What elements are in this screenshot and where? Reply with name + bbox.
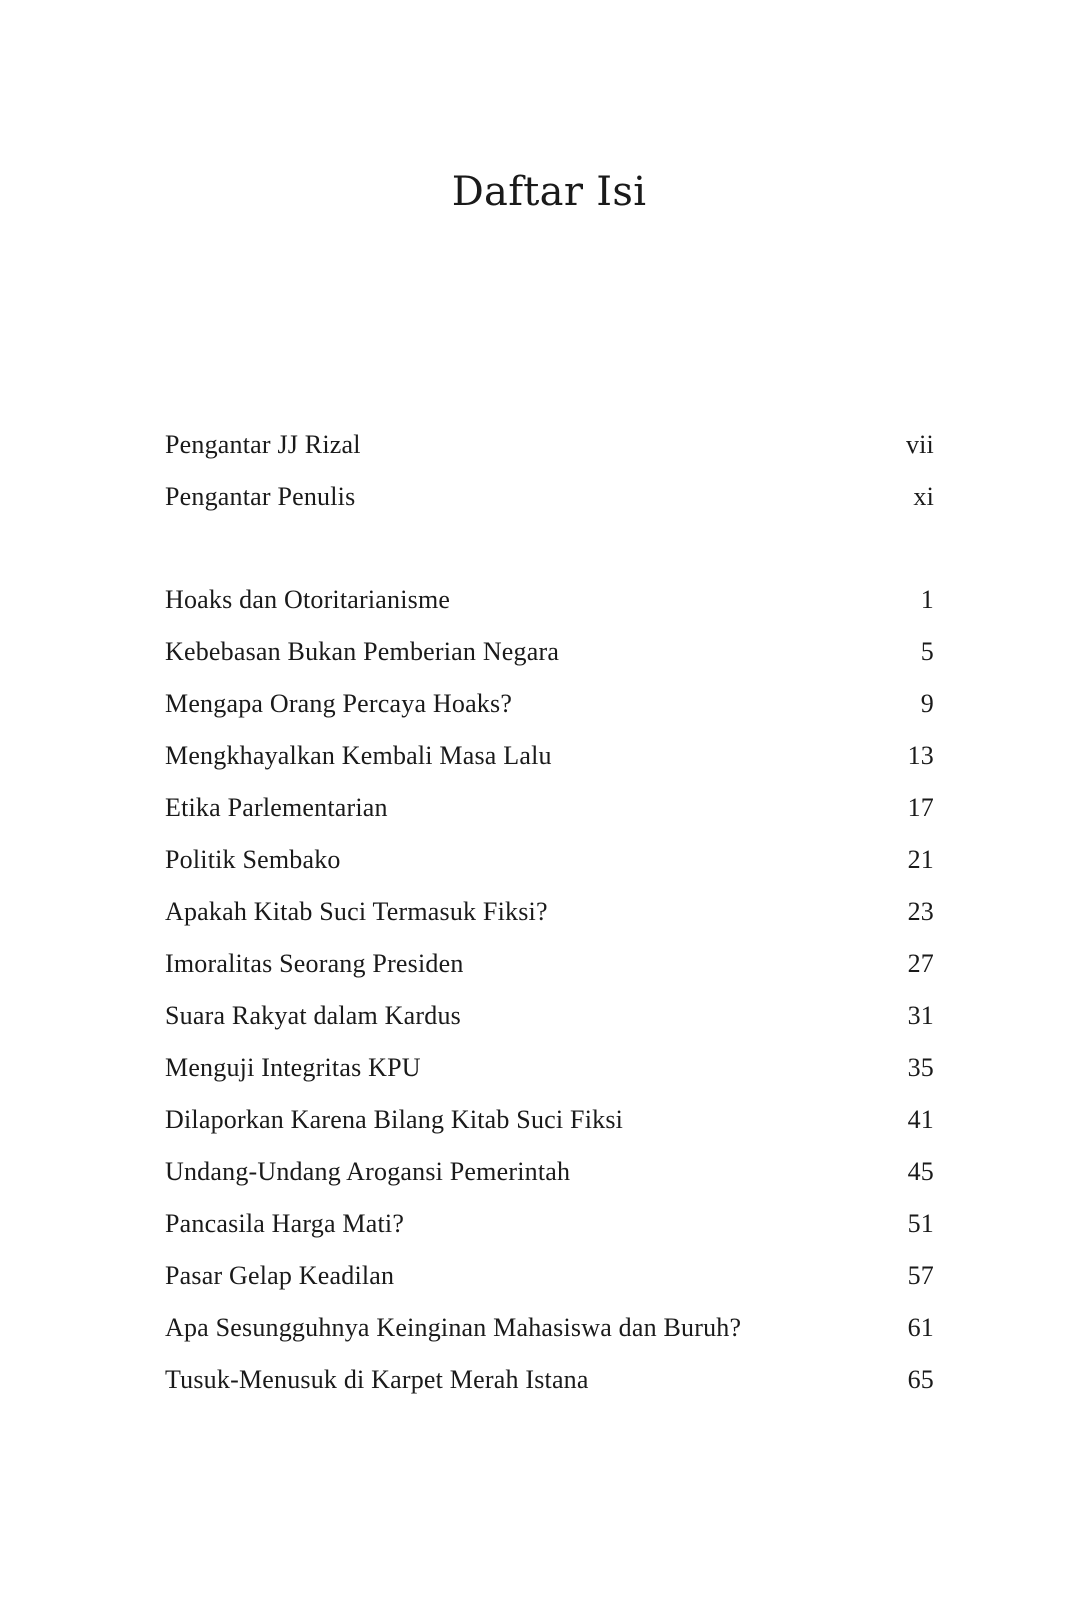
toc-entry[interactable] — [165, 994, 934, 1046]
toc-entry-page: 65 — [907, 1365, 934, 1394]
toc-entry-title: Imoralitas Seorang Presiden — [165, 949, 464, 978]
toc-entry-page: 13 — [907, 741, 934, 770]
toc-entry-title: Dilaporkan Karena Bilang Kitab Suci Fiksi — [165, 1105, 624, 1134]
toc-entry-title: Tusuk-Menusuk di Karpet Merah Istana — [165, 1365, 589, 1394]
toc-entry[interactable] — [165, 786, 934, 838]
toc-entry-page: 41 — [907, 1105, 934, 1134]
toc-entry-page: 57 — [907, 1261, 934, 1290]
toc-entry[interactable] — [165, 734, 934, 786]
page-title: Daftar Isi — [451, 169, 647, 215]
toc-entry-title: Pengantar JJ Rizal — [165, 430, 361, 459]
toc-entry-title: Menguji Integritas KPU — [165, 1053, 421, 1082]
toc-entry[interactable] — [165, 578, 934, 630]
toc-entry[interactable] — [165, 1098, 934, 1150]
toc-entry-page: 1 — [920, 585, 934, 614]
toc-entry-title: Kebebasan Bukan Pemberian Negara — [165, 637, 560, 666]
toc-entry[interactable] — [165, 838, 934, 890]
toc-entry-title: Apakah Kitab Suci Termasuk Fiksi? — [165, 897, 548, 926]
toc-entry-title: Pasar Gelap Keadilan — [165, 1261, 395, 1290]
toc-entry-title: Mengapa Orang Percaya Hoaks? — [165, 689, 513, 718]
toc-entry-page: 23 — [907, 897, 934, 926]
toc-entry-page: 61 — [907, 1313, 934, 1342]
toc-entry-title: Politik Sembako — [165, 845, 341, 874]
toc-entry[interactable] — [165, 942, 934, 994]
toc-entry-page: 27 — [907, 949, 934, 978]
toc-entry-page: 9 — [920, 689, 934, 718]
toc-entry[interactable] — [165, 1306, 934, 1358]
toc-entry-page: xi — [913, 482, 934, 511]
toc-entry-page: 35 — [907, 1053, 934, 1082]
toc-entry-title: Etika Parlementarian — [165, 793, 388, 822]
toc-entry[interactable] — [165, 1254, 934, 1306]
toc-entry-page: 51 — [907, 1209, 934, 1238]
toc-entry[interactable] — [165, 890, 934, 942]
toc-entry-title: Hoaks dan Otoritarianisme — [165, 585, 451, 614]
toc-entry-page: 31 — [907, 1001, 934, 1030]
toc-entry[interactable] — [165, 630, 934, 682]
toc-entry[interactable] — [165, 423, 934, 475]
toc-entry-title: Undang-Undang Arogansi Pemerintah — [165, 1157, 571, 1186]
toc-entry-page: vii — [905, 430, 934, 459]
toc-entry-title: Mengkhayalkan Kembali Masa Lalu — [165, 741, 552, 770]
toc-entry-title: Apa Sesungguhnya Keinginan Mahasiswa dan Buruh? — [165, 1313, 742, 1342]
toc-entry[interactable] — [165, 682, 934, 734]
toc-entry[interactable] — [165, 1046, 934, 1098]
toc-chapters — [165, 578, 934, 1410]
toc-entry[interactable] — [165, 1202, 934, 1254]
toc-entry-page: 45 — [907, 1157, 934, 1186]
toc-entry-title: Pengantar Penulis — [165, 482, 356, 511]
toc-entry-title: Pancasila Harga Mati? — [165, 1209, 405, 1238]
toc-entry[interactable] — [165, 1150, 934, 1202]
toc-entry-title: Suara Rakyat dalam Kardus — [165, 1001, 461, 1030]
toc-front-matter — [165, 423, 934, 527]
toc-entry[interactable] — [165, 1358, 934, 1410]
toc-entry-page: 5 — [920, 637, 934, 666]
toc-entry-page: 21 — [907, 845, 934, 874]
toc-entry[interactable] — [165, 475, 934, 527]
toc-entry-page: 17 — [907, 793, 934, 822]
